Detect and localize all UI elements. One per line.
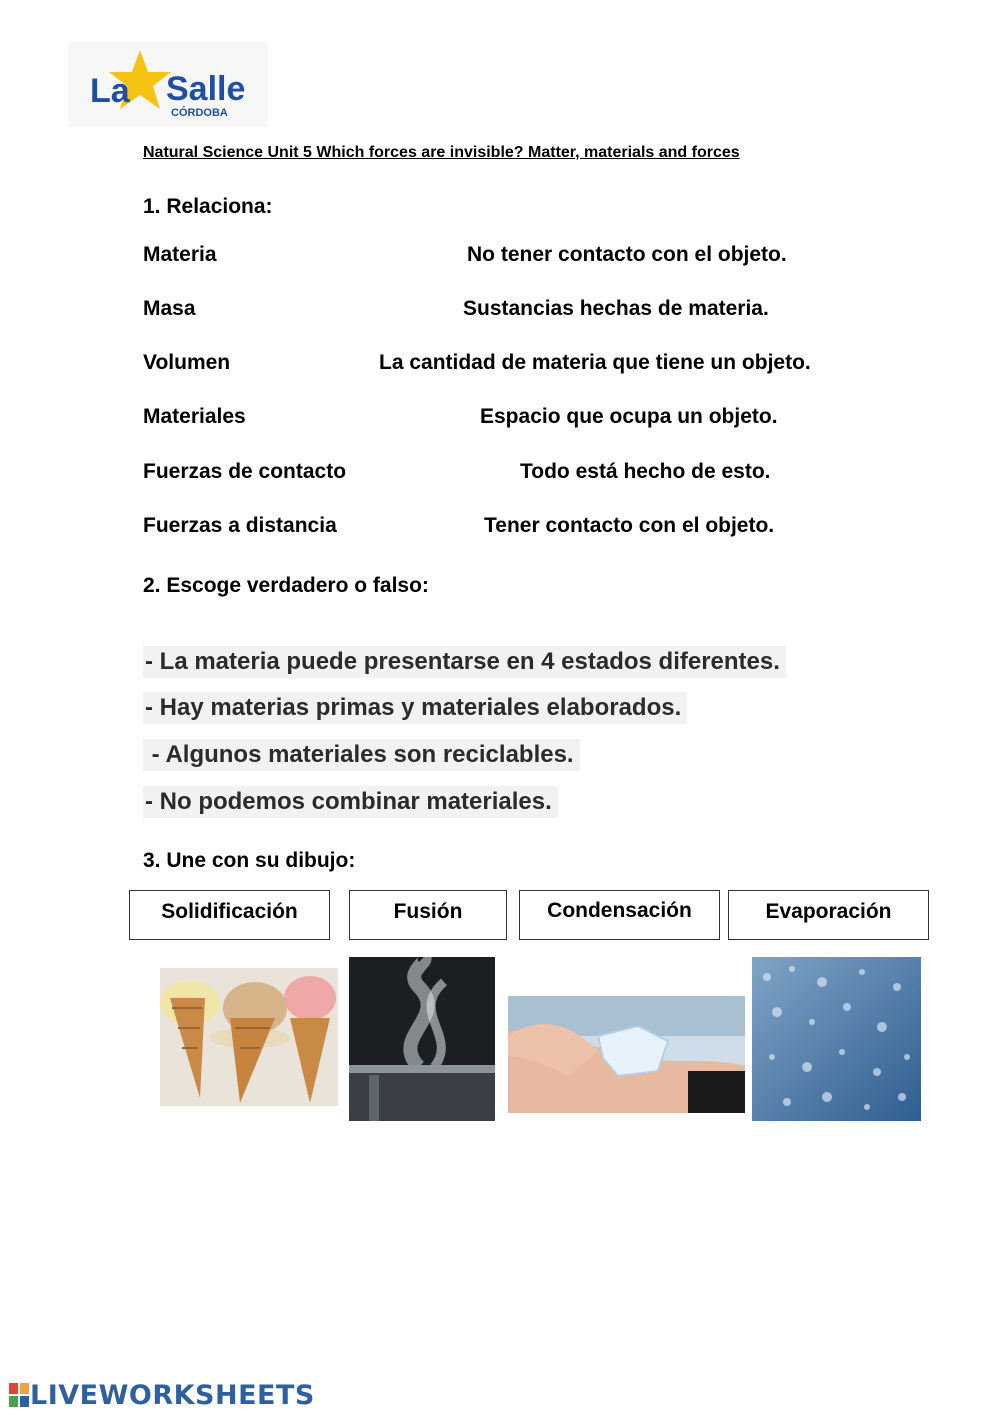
term-materia: Materia [143, 243, 217, 266]
definition-item: Tener contacto con el objeto. [484, 514, 775, 537]
section2-heading: 2. Escoge verdadero o falso: [143, 574, 429, 597]
water-droplets-image[interactable] [752, 957, 921, 1121]
term-volumen: Volumen [143, 351, 231, 374]
definition-item: No tener contacto con el objeto. [467, 243, 787, 266]
worksheet-title: Natural Science Unit 5 Which forces are invisible? Matter, materials and forces [143, 144, 740, 161]
melting-ice-cream-image[interactable] [160, 968, 338, 1106]
state-box-evaporacion[interactable]: Evaporación [728, 890, 929, 940]
liveworksheets-brand: LIVEWORKSHEETS [30, 1379, 315, 1411]
ice-in-hand-image[interactable] [508, 996, 745, 1113]
steaming-pot-image[interactable] [349, 957, 495, 1121]
term-masa: Masa [143, 297, 196, 320]
logo-brand-left: La [90, 72, 130, 110]
liveworksheets-icon [8, 1382, 30, 1408]
definition-item: Sustancias hechas de materia. [463, 297, 769, 320]
definition-item: La cantidad de materia que tiene un objeto. [379, 351, 811, 374]
term-materiales: Materiales [143, 405, 246, 428]
la-salle-logo [68, 42, 268, 127]
liveworksheets-logo [8, 1380, 315, 1410]
section1-heading: 1. Relaciona: [143, 195, 273, 218]
true-false-statement[interactable]: - Algunos materiales son reciclables. [143, 739, 580, 771]
section3-heading: 3. Une con su dibujo: [143, 849, 356, 872]
state-box-fusion[interactable]: Fusión [349, 890, 507, 940]
logo-brand-right: Salle [166, 70, 246, 108]
true-false-statement[interactable]: - La materia puede presentarse en 4 estados diferentes. [143, 646, 786, 678]
logo-city: CÓRDOBA [171, 107, 228, 119]
true-false-statement[interactable]: - No podemos combinar materiales. [143, 786, 558, 818]
definition-item: Espacio que ocupa un objeto. [480, 405, 778, 428]
term-fuerzas-distancia: Fuerzas a distancia [143, 514, 337, 537]
true-false-statement[interactable]: - Hay materias primas y materiales elaborados. [143, 692, 687, 724]
state-box-solidificacion[interactable]: Solidificación [129, 890, 330, 940]
term-fuerzas-contacto: Fuerzas de contacto [143, 460, 347, 483]
definition-item: Todo está hecho de esto. [520, 460, 771, 483]
state-box-condensacion[interactable]: Condensación [519, 890, 720, 940]
